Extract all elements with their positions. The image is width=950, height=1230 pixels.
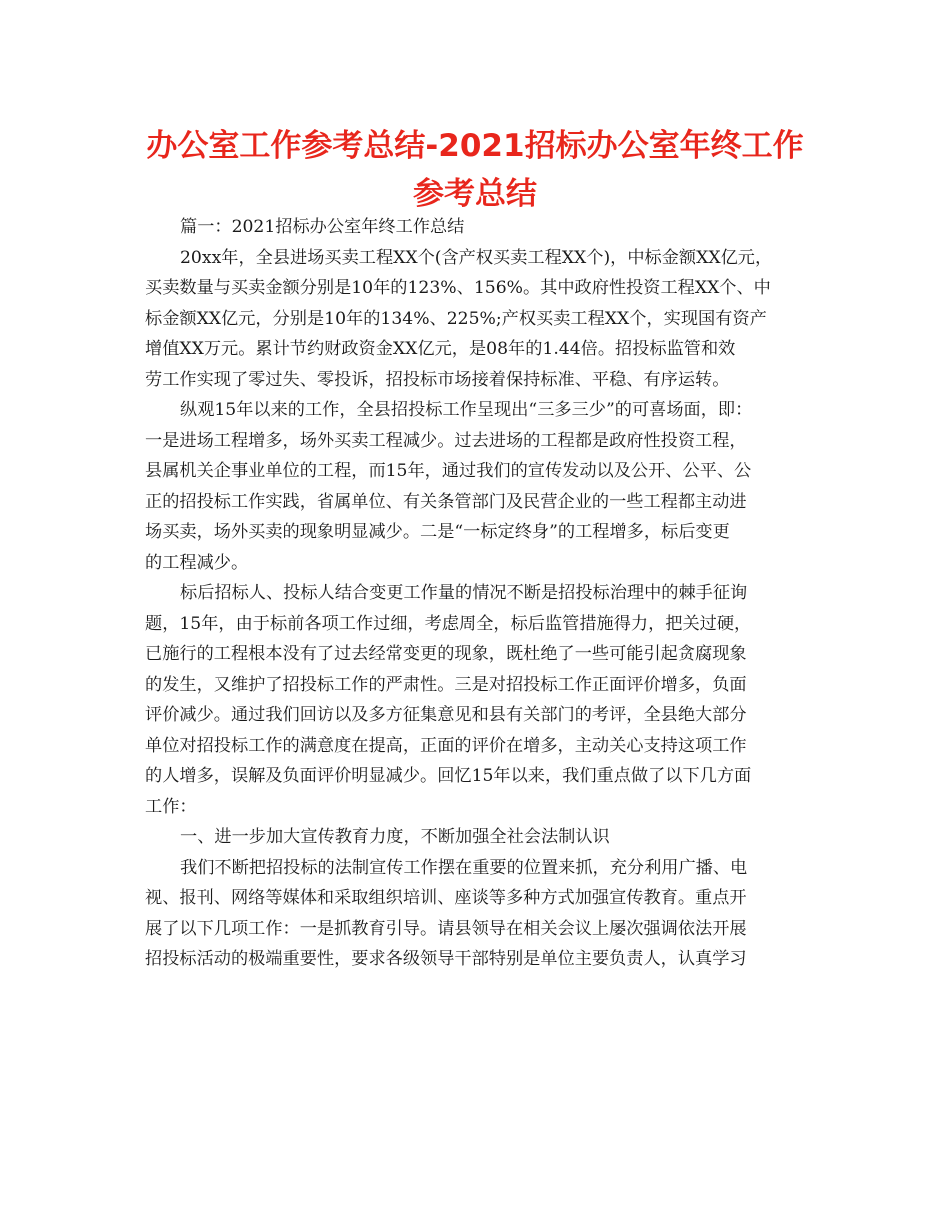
document-line: 我们不断把招投标的法制宣传工作摆在重要的位置来抓，充分利用广播、电 — [180, 857, 748, 878]
document-line: 展了以下几项工作：一是抓教育引导。请县领导在相关会议上屡次强调依法开展 — [145, 918, 747, 939]
document-line: 招投标活动的极端重要性，要求各级领导干部特别是单位主要负责人，认真学习 — [145, 949, 747, 969]
document-line: 评价减少。通过我们回访以及多方征集意见和县有关部门的考评，全县绝大部分 — [145, 705, 747, 725]
document-line: 标金额XX亿元，分别是10年的134%、225%;产权买卖工程XX个，实现国有资产 — [145, 308, 767, 329]
document-line: 已施行的工程根本没有了过去经常变更的现象，既杜绝了一些可能引起贪腐现象 — [145, 644, 747, 664]
document-title-line-2: 参考总结 — [413, 176, 537, 212]
document-line: 正的招投标工作实践，省属单位、有关条管部门及民营企业的一些工程都主动进 — [145, 491, 747, 512]
document-line: 题，15年，由于标前各项工作过细，考虑周全，标后监管措施得力，把关过硬， — [145, 613, 752, 634]
document-line: 一是进场工程增多，场外买卖工程减少。过去进场的工程都是政府性投资工程， — [145, 430, 747, 451]
document-line: 的工程减少。 — [145, 552, 249, 573]
document-line: 买卖数量与买卖金额分别是10年的123%、156%。其中政府性投资工程XX个、中 — [145, 278, 771, 298]
document-line: 劳工作实现了零过失、零投诉，招投标市场接着保持标准、平稳、有序运转。 — [145, 369, 730, 390]
document-line: 增值XX万元。累计节约财政资金XX亿元，是08年的1.44倍。招投标监管和效 — [145, 339, 736, 359]
document-line: 县属机关企事业单位的工程，而15年，通过我们的宣传发动以及公开、公平、公 — [145, 461, 752, 481]
document-line: 的发生，又维护了招投标工作的严肃性。三是对招投标工作正面评价增多，负面 — [145, 674, 747, 695]
document-line: 标后招标人、投标人结合变更工作量的情况不断是招投标治理中的棘手征询 — [180, 583, 748, 603]
document-title-line-1: 办公室工作参考总结-2021招标办公室年终工作 — [146, 128, 804, 164]
document-line: 场买卖，场外买卖的现象明显减少。二是“一标定终身”的工程增多，标后变更 — [145, 522, 730, 542]
document-line: 工作： — [145, 796, 197, 817]
document-line: 视、报刊、网络等媒体和采取组织培训、座谈等多种方式加强宣传教育。重点开 — [145, 888, 747, 908]
document-line: 纵观15年以来的工作，全县招投标工作呈现出“三多三少”的可喜场面，即： — [180, 400, 753, 420]
document-line: 篇一：2021招标办公室年终工作总结 — [180, 217, 465, 237]
document-body — [145, 212, 805, 975]
document-line: 20xx年，全县进场买卖工程XX个(含产权买卖工程XX个)，中标金额XX亿元， — [180, 247, 773, 268]
document-line: 单位对招投标工作的满意度在提高，正面的评价在增多，主动关心支持这项工作 — [145, 735, 747, 756]
document-line: 的人增多，误解及负面评价明显减少。回忆15年以来，我们重点做了以下几方面 — [145, 766, 752, 786]
document-line: 一、进一步加大宣传教育力度，不断加强全社会法制认识 — [180, 827, 610, 847]
